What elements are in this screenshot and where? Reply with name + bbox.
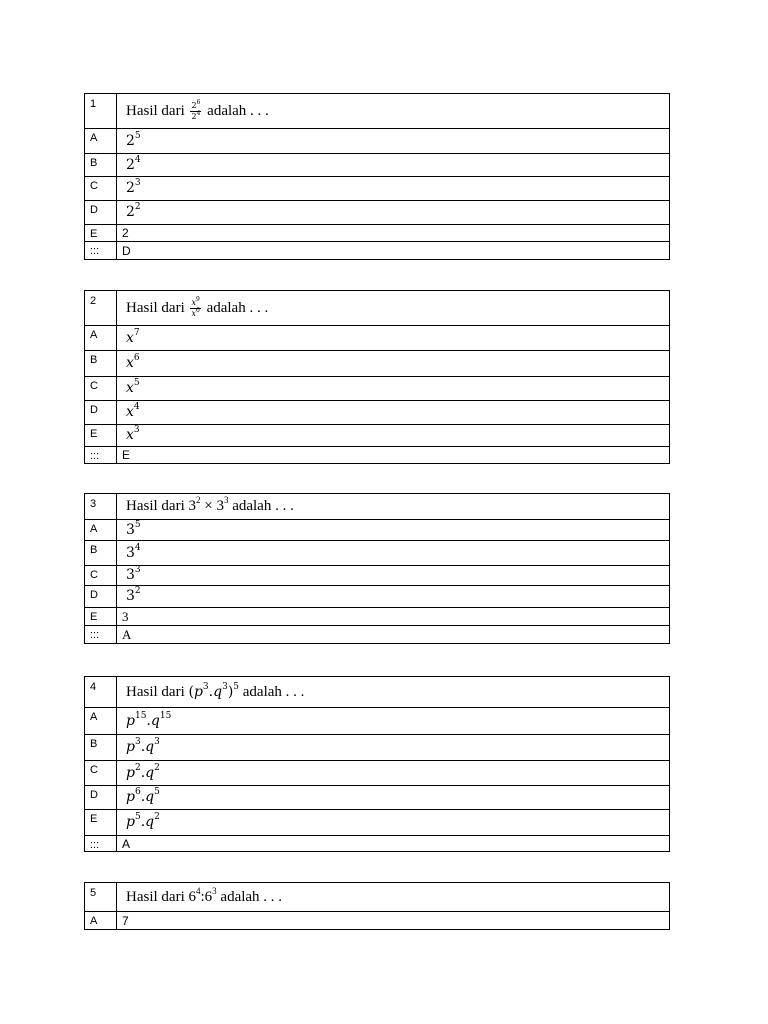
option-b [117, 154, 670, 177]
expr-b-exponent: 3 [212, 885, 217, 896]
var-p: p [126, 789, 135, 805]
option-key: D [85, 586, 117, 608]
q-exponent: 3 [222, 681, 228, 692]
option-key: C [85, 377, 117, 401]
option-base: 2 [126, 204, 135, 220]
option-base: 3 [126, 588, 135, 604]
question-1-table [84, 93, 670, 260]
close-paren: ) [227, 683, 234, 700]
answer-key: ::: [85, 626, 117, 644]
option-exponent: 4 [133, 402, 140, 412]
question-4-table [84, 676, 670, 852]
option-key: B [85, 154, 117, 177]
option-base: x [126, 329, 134, 346]
option-key: A [85, 129, 117, 154]
answer-key: ::: [85, 447, 117, 464]
option-d [117, 401, 670, 425]
question-2-table [84, 290, 670, 464]
answer-text: A [122, 627, 132, 642]
option-a [117, 129, 670, 154]
question-suffix: adalah . . . [232, 498, 294, 514]
question-prefix: Hasil dari [126, 299, 185, 316]
question-expression [188, 681, 240, 700]
option-exponent: 5 [134, 519, 141, 530]
fraction-numerator-exponent: 9 [196, 295, 200, 303]
option-exponent: 6 [133, 353, 140, 363]
option-base: 3 [126, 567, 135, 583]
question-suffix: adalah . . . [206, 299, 269, 316]
question-text [117, 883, 670, 912]
question-5-table [84, 882, 670, 930]
option-c [117, 566, 670, 586]
q-exponent: 2 [154, 762, 160, 773]
option-exponent: 5 [134, 130, 141, 141]
dot: . [140, 764, 146, 781]
question-3-table [84, 493, 670, 644]
p-exponent: 6 [134, 787, 141, 797]
option-a [117, 708, 670, 735]
fraction-denominator-base: x [191, 308, 196, 318]
option-c [117, 761, 670, 786]
fraction-denominator-exponent: 6 [196, 306, 200, 314]
option-e [117, 425, 670, 447]
option-exponent: 4 [134, 154, 141, 165]
answer-key: ::: [85, 242, 117, 260]
var-p: p [126, 814, 135, 830]
var-q: q [213, 683, 223, 700]
option-base: 2 [126, 156, 135, 173]
question-prefix: Hasil dari [126, 888, 185, 905]
open-paren: ( [188, 683, 194, 700]
option-exponent: 2 [134, 586, 141, 596]
p-exponent: 3 [202, 681, 209, 692]
question-number: 4 [85, 677, 117, 708]
option-a [117, 520, 670, 541]
option-base: x [126, 380, 134, 396]
fraction-numerator-base: x [191, 297, 196, 307]
expr-a-base: 3 [188, 498, 196, 514]
option-a: 7 [117, 912, 670, 930]
option-exponent: 3 [134, 178, 141, 188]
question-number: 1 [85, 94, 117, 129]
option-exponent: 2 [134, 202, 141, 212]
option-key: B [85, 541, 117, 566]
dot: . [140, 789, 146, 805]
question-prefix: Hasil dari [126, 683, 185, 700]
option-key: A [85, 708, 117, 735]
expr-a-base: 6 [188, 888, 196, 905]
option-base: x [126, 355, 134, 371]
var-q: q [145, 764, 155, 781]
operator: × [204, 498, 213, 514]
option-key: C [85, 761, 117, 786]
option-e [117, 810, 670, 836]
option-key: B [85, 351, 117, 377]
option-b [117, 351, 670, 377]
option-key: A [85, 912, 117, 930]
option-exponent: 4 [134, 542, 141, 553]
var-p: p [126, 712, 135, 729]
question-number: 5 [85, 883, 117, 912]
option-base: x [126, 404, 134, 420]
question-text [117, 94, 670, 129]
expr-a-exponent: 4 [195, 885, 201, 896]
q-exponent: 5 [154, 787, 160, 797]
dot: . [140, 814, 146, 830]
p-exponent: 5 [134, 812, 141, 822]
option-base: 2 [126, 132, 135, 149]
fraction-numerator-exponent: 6 [196, 98, 201, 106]
question-suffix: adalah . . . [220, 888, 283, 905]
option-key: E [85, 810, 117, 836]
question-prefix: Hasil dari [126, 102, 185, 119]
option-d [117, 201, 670, 225]
option-c [117, 377, 670, 401]
option-exponent: 5 [133, 378, 140, 388]
option-e: 2 [117, 225, 670, 242]
question-suffix: adalah . . . [242, 683, 305, 700]
option-d [117, 586, 670, 608]
fraction [190, 295, 200, 318]
fraction-numerator-base: 2 [191, 100, 197, 110]
option-key: E [85, 225, 117, 242]
var-q: q [145, 789, 155, 805]
answer: E [117, 447, 670, 464]
question-text [117, 291, 670, 326]
option-key: D [85, 786, 117, 810]
p-exponent: 2 [134, 762, 141, 773]
option-key: A [85, 326, 117, 351]
fraction-denominator-exponent: 4 [196, 109, 201, 117]
var-p: p [193, 683, 203, 700]
q-exponent: 3 [154, 737, 160, 747]
fraction-denominator-base: 2 [191, 111, 197, 121]
option-key: E [85, 608, 117, 626]
q-exponent: 2 [154, 812, 160, 822]
question-number: 2 [85, 291, 117, 326]
p-exponent: 3 [134, 737, 141, 747]
dot: . [146, 712, 151, 729]
option-key: D [85, 201, 117, 225]
question-number: 3 [85, 494, 117, 520]
option-a [117, 326, 670, 351]
question-prefix: Hasil dari [126, 498, 185, 514]
answer-key: ::: [85, 836, 117, 852]
option-exponent: 3 [133, 425, 140, 435]
option-b [117, 541, 670, 566]
var-p: p [126, 764, 135, 781]
question-text [117, 677, 670, 708]
option-base: 2 [126, 180, 135, 196]
var-q: q [145, 739, 155, 755]
option-base: 3 [126, 544, 135, 561]
question-text [117, 494, 670, 520]
p-exponent: 15 [134, 710, 147, 721]
dot: . [140, 739, 146, 755]
var-q: q [145, 814, 155, 830]
answer [117, 626, 670, 644]
option-c [117, 177, 670, 201]
option-key: C [85, 177, 117, 201]
option-key: A [85, 520, 117, 541]
option-key: B [85, 735, 117, 761]
q-exponent: 15 [159, 710, 172, 721]
option-base: x [126, 427, 134, 443]
option-d [117, 786, 670, 810]
expr-b-exponent: 3 [223, 495, 229, 505]
option-e-text: 3 [122, 609, 129, 624]
option-base: 3 [126, 521, 135, 538]
option-b [117, 735, 670, 761]
question-suffix: adalah . . . [207, 102, 269, 119]
answer: A [117, 836, 670, 852]
option-exponent: 3 [134, 565, 141, 575]
outer-exponent: 5 [233, 681, 240, 692]
option-key: C [85, 566, 117, 586]
option-key: E [85, 425, 117, 447]
answer: D [117, 242, 670, 260]
option-exponent: 7 [133, 327, 140, 338]
option-e [117, 608, 670, 626]
expr-b-base: 6 [204, 888, 213, 905]
expr-a-exponent: 2 [195, 495, 201, 505]
fraction [190, 98, 201, 121]
var-p: p [126, 739, 135, 755]
dot: . [208, 683, 214, 700]
operator: : [200, 888, 205, 905]
var-q: q [150, 712, 160, 729]
expr-b-base: 3 [216, 498, 224, 514]
option-key: D [85, 401, 117, 425]
